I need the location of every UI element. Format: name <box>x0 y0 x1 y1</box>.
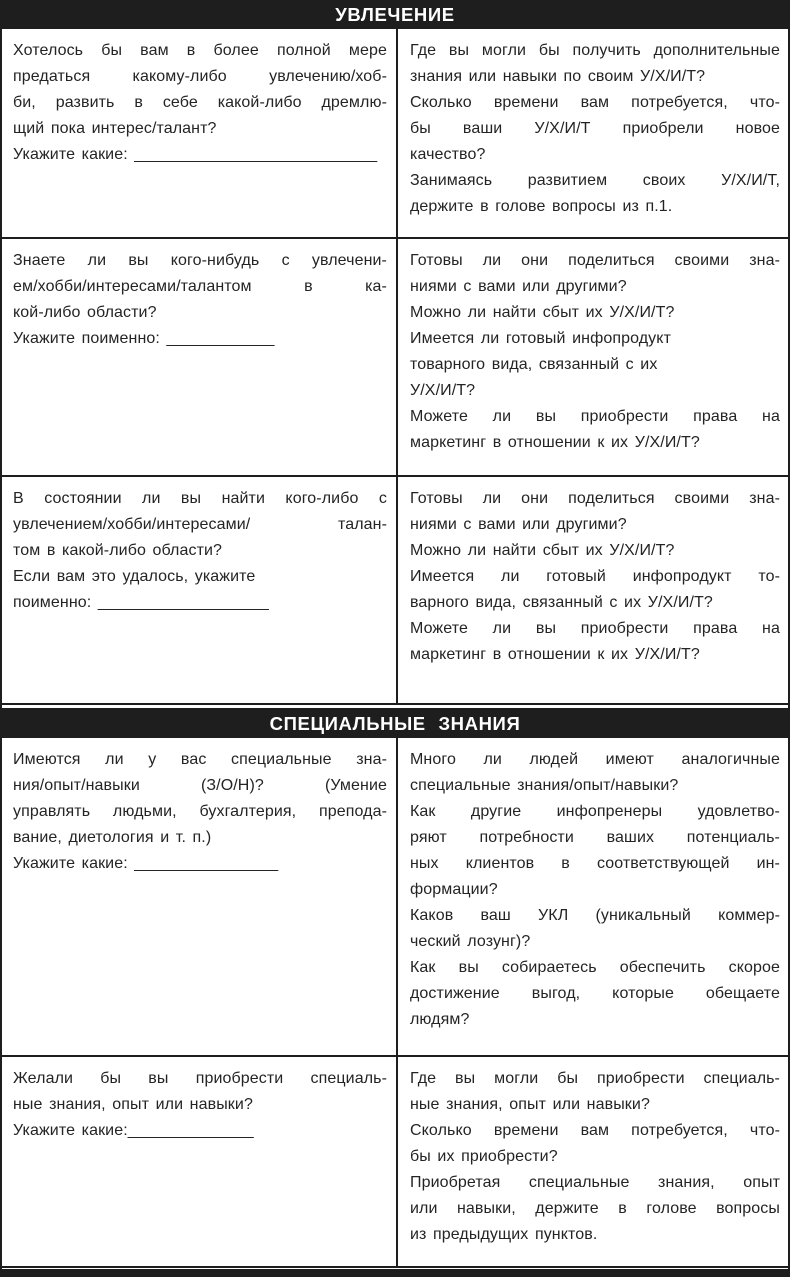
fill-in-blank-line: Укажите какие: ___________________________ <box>13 146 378 163</box>
text-line: достижение выгод, которые обещаете <box>410 985 780 1002</box>
table-row <box>2 239 788 477</box>
text-line: Занимаясь развитием своих У/Х/И/Т, <box>410 172 780 189</box>
text-line: варного вида, связанный с их У/Х/И/Т? <box>410 594 713 611</box>
table-cell-right <box>396 477 788 703</box>
text-line: Готовы ли они поделиться своими зна- <box>410 490 780 507</box>
text-line: специальные знания/опыт/навыки? <box>410 777 679 794</box>
text-line: Приобретая специальные знания, опыт <box>410 1174 780 1191</box>
text-line: или навыки, держите в голове вопросы <box>410 1200 780 1217</box>
text-line: знания или навыки по своим У/Х/И/Т? <box>410 68 706 85</box>
text-line: управлять людьми, бухгалтерия, препода- <box>13 803 387 820</box>
next-section-bar-partial <box>2 1269 788 1277</box>
text-line: ные знания, опыт или навыки? <box>13 1096 253 1113</box>
text-line: Как вы собираетесь обеспечить скорое <box>410 959 780 976</box>
section-header: УВЛЕЧЕНИЕ <box>2 0 788 29</box>
text-line: ниями с вами или другими? <box>410 516 627 533</box>
table-cell-left <box>2 738 396 1055</box>
text-line: маркетинг в отношении к их У/Х/И/Т? <box>410 646 700 663</box>
text-line: Желали бы вы приобрести специаль- <box>13 1070 387 1087</box>
table-cell-right <box>396 1057 788 1266</box>
text-line: Можете ли вы приобрести права на <box>410 620 780 637</box>
text-line: Можно ли найти сбыт их У/Х/И/Т? <box>410 304 675 321</box>
text-line: Знаете ли вы кого-нибудь с увлечени- <box>13 252 387 269</box>
fill-in-blank-line: Укажите какие:______________ <box>13 1122 254 1139</box>
text-line: том в какой-либо области? <box>13 542 223 559</box>
fill-in-blank-line: Укажите поименно: ____________ <box>13 330 275 347</box>
table-cell-left <box>2 1057 396 1266</box>
text-line: Где вы могли бы приобрести специаль- <box>410 1070 780 1087</box>
text-line: Можно ли найти сбыт их У/Х/И/Т? <box>410 542 675 559</box>
text-line: Как другие инфопренеры удовлетво- <box>410 803 780 820</box>
text-line: ческий лозунг)? <box>410 933 531 950</box>
text-line: Имеется ли готовый инфопродукт <box>410 330 671 347</box>
text-line: ниями с вами или другими? <box>410 278 627 295</box>
table-cell-right <box>396 738 788 1055</box>
text-line: кой-либо области? <box>13 304 157 321</box>
text-line: бы ваши У/Х/И/Т приобрели новое <box>410 120 780 137</box>
fill-in-blank-line: поименно: ___________________ <box>13 594 269 611</box>
text-line: ния/опыт/навыки (З/О/Н)? (Умение <box>13 777 387 794</box>
table-row <box>2 29 788 239</box>
text-line: Готовы ли они поделиться своими зна- <box>410 252 780 269</box>
text-line: формации? <box>410 881 498 898</box>
text-line: би, развить в себе какой-либо дремлю- <box>13 94 387 111</box>
text-line: Много ли людей имеют аналогичные <box>410 751 780 768</box>
text-line: щий пока интерес/талант? <box>13 120 217 137</box>
text-line: Сколько времени вам потребуется, что- <box>410 94 780 111</box>
text-line: ные знания, опыт или навыки? <box>410 1096 650 1113</box>
text-line: Имеются ли у вас специальные зна- <box>13 751 387 768</box>
table-row <box>2 1057 788 1268</box>
table-cell-left <box>2 29 396 237</box>
text-line: ных клиентов в соответствующей ин- <box>410 855 780 872</box>
text-line: Если вам это удалось, укажите <box>13 568 256 585</box>
text-line: вание, диетология и т. п.) <box>13 829 212 846</box>
table-cell-left <box>2 477 396 703</box>
text-line: Где вы могли бы получить дополнительные <box>410 42 780 59</box>
text-line: ряют потребности ваших потенциаль- <box>410 829 780 846</box>
text-line: людям? <box>410 1011 470 1028</box>
table-cell-left <box>2 239 396 475</box>
text-line: из предыдущих пунктов. <box>410 1226 598 1243</box>
text-line: бы их приобрести? <box>410 1148 558 1165</box>
table-row <box>2 477 788 705</box>
text-line: Сколько времени вам потребуется, что- <box>410 1122 780 1139</box>
table-row <box>2 738 788 1057</box>
text-line: товарного вида, связанный с их <box>410 356 658 373</box>
text-line: ем/хобби/интересами/талантом в ка- <box>13 278 387 295</box>
text-line: качество? <box>410 146 486 163</box>
section-header: СПЕЦИАЛЬНЫЕ ЗНАНИЯ <box>2 708 788 738</box>
table-cell-right <box>396 239 788 475</box>
text-line: предаться какому-либо увлечению/хоб- <box>13 68 387 85</box>
table-cell-right <box>396 29 788 237</box>
text-line: Хотелось бы вам в более полной мере <box>13 42 387 59</box>
text-line: увлечением/хобби/интересами/ талан- <box>13 516 387 533</box>
fill-in-blank-line: Укажите какие: ________________ <box>13 855 279 872</box>
text-line: Имеется ли готовый инфопродукт то- <box>410 568 780 585</box>
text-line: Можете ли вы приобрести права на <box>410 408 780 425</box>
text-line: маркетинг в отношении к их У/Х/И/Т? <box>410 434 700 451</box>
text-line: У/Х/И/Т? <box>410 382 476 399</box>
text-line: держите в голове вопросы из п.1. <box>410 198 673 215</box>
text-line: Каков ваш УКЛ (уникальный коммер- <box>410 907 780 924</box>
text-line: В состоянии ли вы найти кого-либо с <box>13 490 387 507</box>
